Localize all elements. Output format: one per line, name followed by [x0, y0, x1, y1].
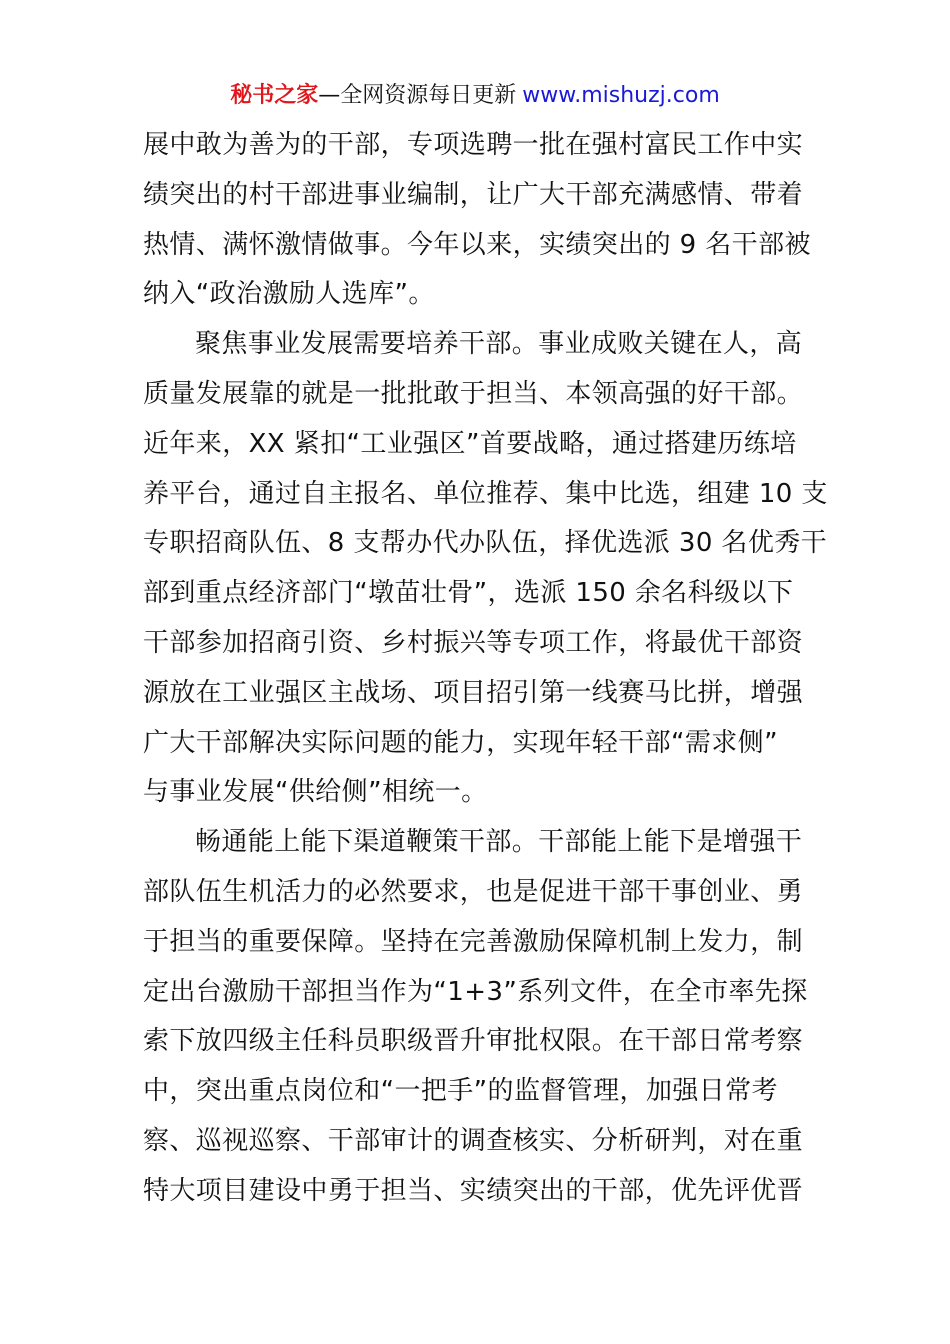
- text-line: 与事业发展“供给侧”相统一。: [143, 777, 488, 808]
- text-line: 专职招商队伍、8 支帮办代办队伍，择优选派 30 名优秀干: [143, 528, 828, 559]
- text-line: 定出台激励干部担当作为“1+3”系列文件，在全市率先探: [143, 976, 808, 1007]
- text-line: 展中敢为善为的干部，专项选聘一批在强村富民工作中实: [143, 130, 804, 160]
- text-line: 热情、满怀激情做事。今年以来，实绩突出的 9 名干部被: [143, 229, 811, 260]
- text-line: 部队伍生机活力的必然要求，也是促进干部干事创业、勇: [143, 876, 804, 907]
- text-line: 特大项目建设中勇于担当、实绩突出的干部，优先评优晋: [143, 1175, 804, 1206]
- text-line: 察、巡视巡察、干部审计的调查核实、分析研判，对在重: [143, 1125, 804, 1156]
- page-header: [0, 80, 950, 112]
- text-line: 部到重点经济部门“墩苗壮骨”，选派 150 余名科级以下: [143, 578, 794, 609]
- text-line: 质量发展靠的就是一批批敢于担当、本领高强的好干部。: [143, 378, 804, 409]
- header-tagline: —全网资源每日更新: [318, 83, 517, 108]
- text-line: 索下放四级主任科员职级晋升审批权限。在干部日常考察: [143, 1026, 804, 1057]
- text-line: 绩突出的村干部进事业编制，让广大干部充满感情、带着: [143, 179, 804, 210]
- text-line: 中，突出重点岗位和“一把手”的监督管理，加强日常考: [143, 1076, 778, 1107]
- text-line: 于担当的重要保障。坚持在完善激励保障机制上发力，制: [143, 926, 804, 957]
- text-line: 广大干部解决实际问题的能力，实现年轻干部“需求侧”: [143, 727, 778, 758]
- document-body: [143, 121, 828, 1217]
- site-url-link[interactable]: www.mishuzj.com: [522, 83, 720, 108]
- paragraph-heading-line: 畅通能上能下渠道鞭策干部。干部能上能下是增强干: [195, 827, 803, 858]
- paragraph-heading-line: 聚焦事业发展需要培养干部。事业成败关键在人，高: [195, 329, 803, 360]
- text-line: 源放在工业强区主战场、项目招引第一线赛马比拼，增强: [143, 677, 804, 708]
- text-line: 纳入“政治激励人选库”。: [143, 279, 435, 310]
- text-line: 干部参加招商引资、乡村振兴等专项工作，将最优干部资: [143, 627, 804, 658]
- text-line: 养平台，通过自主报名、单位推荐、集中比选，组建 10 支: [143, 478, 828, 509]
- text-line: 近年来，XX 紧扣“工业强区”首要战略，通过搭建历练培: [143, 428, 797, 459]
- brand-name: 秘书之家: [230, 83, 319, 108]
